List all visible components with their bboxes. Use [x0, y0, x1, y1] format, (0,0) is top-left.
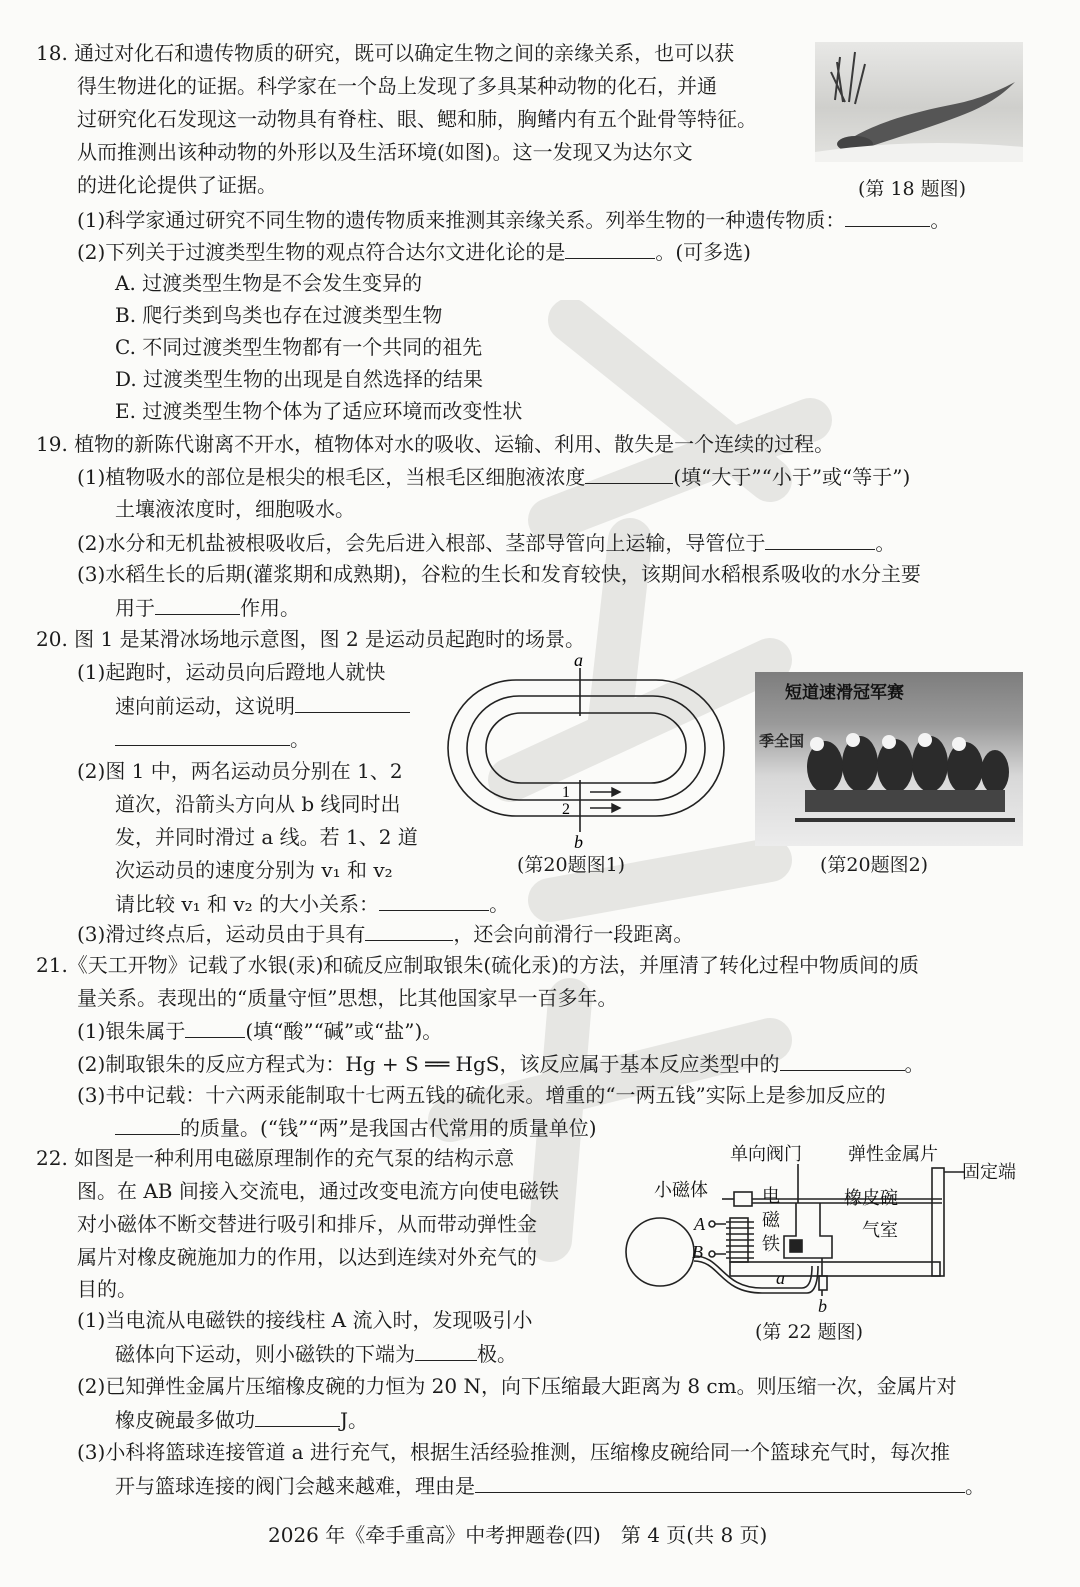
q18-figure-caption: (第 18 题图) — [858, 178, 967, 200]
air-pump-diagram — [612, 1138, 1032, 1313]
small-magnet — [734, 1192, 752, 1206]
label-a-pipe: a — [776, 1268, 785, 1288]
photo-banner-text-2: 季全国 — [759, 732, 805, 750]
q19-sub1-blank[interactable] — [585, 461, 673, 484]
label-electro-3: 铁 — [762, 1234, 780, 1254]
q20-sub2-line-3: 发，并同时滑过 a 线。若 1、2 道 — [115, 825, 418, 849]
q20-stem: 20. 图 1 是某滑冰场地示意图，图 2 是运动员起跑时的场景。 — [36, 627, 586, 651]
q22-sub2: (2)已知弹性金属片压缩橡皮碗的力恒为 20 N，向下压缩最大距离为 8 cm。则压缩一次，金属片对 — [77, 1374, 957, 1398]
q18-sub2-blank[interactable] — [565, 236, 655, 259]
q22-sub1-blank[interactable] — [415, 1338, 477, 1361]
q18-sub1: (1)科学家通过研究不同生物的遗传物质来推测其亲缘关系。列举生物的一种遗传物质： 。 — [77, 204, 950, 235]
label-spring: 弹性金属片 — [848, 1144, 938, 1164]
label-electro-1: 电 — [762, 1186, 780, 1206]
q20-sub2-blank[interactable] — [379, 888, 489, 911]
page-footer: 2026 年《牵手重高》中考押题卷(四) 第 4 页(共 8 页) — [268, 1523, 768, 1547]
terminal-b — [709, 1251, 715, 1257]
q22-sub3-cont: 开与篮球连接的阀门会越来越难，理由是 。 — [115, 1470, 985, 1501]
q20-sub2-line-5: 请比较 v₁ 和 v₂ 的大小关系： 。 — [115, 888, 509, 919]
photo-banner-text: 短道速滑冠军赛 — [785, 683, 904, 703]
q18-option-b: B. 爬行类到鸟类也存在过渡类型生物 — [115, 303, 443, 327]
q19-sub3-cont: 用于 作用。 — [115, 592, 300, 623]
q18-option-e: E. 过渡类型生物个体为了适应环境而改变性状 — [115, 399, 523, 423]
q19-sub2: (2)水分和无机盐被根吸收后，会先后进入根部、茎部导管向上运输，导管位于 。 — [77, 527, 895, 558]
label-magnet: 小磁体 — [654, 1180, 708, 1200]
q22-figure-caption: (第 22 题图) — [755, 1321, 864, 1343]
q22-sub1-line-1: (1)当电流从电磁铁的接线柱 A 流入时，发现吸引小 — [77, 1308, 533, 1332]
q20-sub2-line-1: (2)图 1 中，两名运动员分别在 1、2 — [77, 759, 403, 783]
q22-stem-line-2: 图。在 AB 间接入交流电，通过改变电流方向使电磁铁 — [77, 1179, 559, 1203]
q21-sub3-blank[interactable] — [115, 1112, 180, 1135]
label-lane-2: 2 — [562, 801, 570, 818]
q22-stem-line-1: 22. 如图是一种利用电磁原理制作的充气泵的结构示意 — [36, 1146, 515, 1170]
q20-sub1-line-1: (1)起跑时，运动员向后蹬地人就快 — [77, 660, 386, 684]
q19-stem: 19. 植物的新陈代谢离不开水，植物体对水的吸收、运输、利用、散失是一个连续的过程。 — [36, 432, 835, 456]
q20-sub2-line-4: 次运动员的速度分别为 v₁ 和 v₂ — [115, 858, 393, 882]
q19-sub3-blank[interactable] — [155, 592, 240, 615]
q18-stem-line-4: 从而推测出该种动物的外形以及生活环境(如图)。这一发现又为达尔文 — [77, 140, 693, 164]
q19-sub1-cont: 土壤液浓度时，细胞吸水。 — [115, 497, 355, 521]
q18-stem-line-5: 的进化论提供了证据。 — [77, 173, 277, 197]
q22-sub2-cont: 橡皮碗最多做功 J。 — [115, 1404, 368, 1435]
q22-sub1-line-2: 磁体向下运动，则小磁铁的下端为 极。 — [115, 1338, 517, 1369]
q21-stem-line-2: 量关系。表现出的“质量守恒”思想，比其他国家早一百多年。 — [77, 986, 618, 1010]
q21-sub2-blank[interactable] — [780, 1048, 905, 1071]
q21-sub1-blank[interactable] — [185, 1015, 245, 1038]
q20-sub3-blank[interactable] — [365, 918, 453, 941]
q19-sub3: (3)水稻生长的后期(灌浆期和成熟期)，谷粒的生长和发育较快，该期间水稻根系吸收的水分主要 — [77, 562, 921, 586]
q20-sub1-line-3: 。 — [115, 723, 310, 754]
q18-stem-line-3: 过研究化石发现这一动物具有脊柱、眼、鳃和肺，胸鳍内有五个趾骨等特征。 — [77, 107, 757, 131]
rink-diagram — [440, 650, 740, 855]
q18-sub2: (2)下列关于过渡类型生物的观点符合达尔文进化论的是 。(可多选) — [77, 236, 751, 267]
skaters-photo — [755, 672, 1023, 846]
label-electro-2: 磁 — [762, 1210, 780, 1230]
q20-fig1-caption: (第20题图1) — [517, 854, 626, 876]
fixed-end — [932, 1168, 944, 1276]
label-bowl: 橡皮碗 — [844, 1188, 898, 1208]
base-plate — [730, 1262, 940, 1276]
q21-sub1: (1)银朱属于 (填“酸”“碱”或“盐”)。 — [77, 1015, 442, 1046]
label-b-line: b — [574, 832, 583, 852]
q20-sub1-line-2: 速向前运动，这说明 — [115, 690, 410, 721]
q18-sub1-blank[interactable] — [845, 204, 930, 227]
q22-sub2-blank[interactable] — [255, 1404, 340, 1427]
q20-sub1-blank-2[interactable] — [115, 723, 290, 746]
label-chamber: 气室 — [862, 1220, 898, 1240]
q20-sub2-line-2: 道次，沿箭头方向从 b 线同时出 — [115, 792, 401, 816]
q21-stem-line-1: 21.《天工开物》记载了水银(汞)和硫反应制取银朱(硫化汞)的方法，并厘清了转化过程中物质间的质 — [36, 953, 920, 977]
label-A: A — [694, 1214, 705, 1234]
q18-stem-line-1: 18. 通过对化石和遗传物质的研究，既可以确定生物之间的亲缘关系，也可以获 — [36, 41, 735, 65]
q21-sub2: (2)制取银朱的反应方程式为：Hg + S ══ HgS，该反应属于基本反应类型中的 。 — [77, 1048, 925, 1079]
q22-sub3-blank[interactable] — [475, 1470, 965, 1493]
label-a-line: a — [574, 650, 583, 670]
arrow-lane-1 — [612, 788, 620, 796]
label-lane-1: 1 — [562, 784, 570, 801]
q22-sub3: (3)小科将篮球连接管道 a 进行充气，根据生活经验推测，压缩橡皮碗给同一个篮球充气时，每次推 — [77, 1440, 950, 1464]
q21-sub3-cont: 的质量。(“钱”“两”是我国古代常用的质量单位) — [115, 1112, 597, 1143]
q18-stem-line-2: 得生物进化的证据。科学家在一个岛上发现了多具某种动物的化石，并通 — [77, 74, 717, 98]
arrow-lane-2 — [612, 804, 620, 812]
q19-sub2-blank[interactable] — [765, 527, 875, 550]
q18-option-d: D. 过渡类型生物的出现是自然选择的结果 — [115, 367, 484, 391]
label-B: B — [692, 1242, 703, 1262]
q22-stem-line-5: 目的。 — [77, 1277, 137, 1301]
q22-stem-line-4: 属片对橡皮碗施加力的作用，以达到连续对外充气的 — [77, 1245, 537, 1269]
q20-fig2-caption: (第20题图2) — [820, 854, 929, 876]
q20-sub3: (3)滑过终点后，运动员由于具有 ，还会向前滑行一段距离。 — [77, 918, 693, 949]
terminal-a — [709, 1221, 715, 1227]
q18-option-c: C. 不同过渡类型生物都有一个共同的祖先 — [115, 335, 483, 359]
label-fixed: 固定端 — [962, 1162, 1016, 1182]
one-way-valve — [790, 1240, 802, 1252]
q21-sub3: (3)书中记载：十六两汞能制取十七两五钱的硫化汞。增重的“一两五钱”实际上是参加反应的 — [77, 1083, 886, 1107]
q22-stem-line-3: 对小磁体不断交替进行吸引和排斥，从而带动弹性金 — [77, 1212, 537, 1236]
q19-sub1: (1)植物吸水的部位是根尖的根毛区，当根毛区细胞液浓度 (填“大于”“小于”或“等于”) — [77, 461, 910, 492]
q18-option-a: A. 过渡类型生物是不会发生变异的 — [115, 271, 423, 295]
label-valve: 单向阀门 — [730, 1144, 802, 1164]
fossil-animal-illustration — [815, 42, 1023, 162]
label-b-pipe: b — [818, 1296, 827, 1313]
basketball — [626, 1218, 694, 1286]
q20-sub1-blank-1[interactable] — [295, 690, 410, 713]
